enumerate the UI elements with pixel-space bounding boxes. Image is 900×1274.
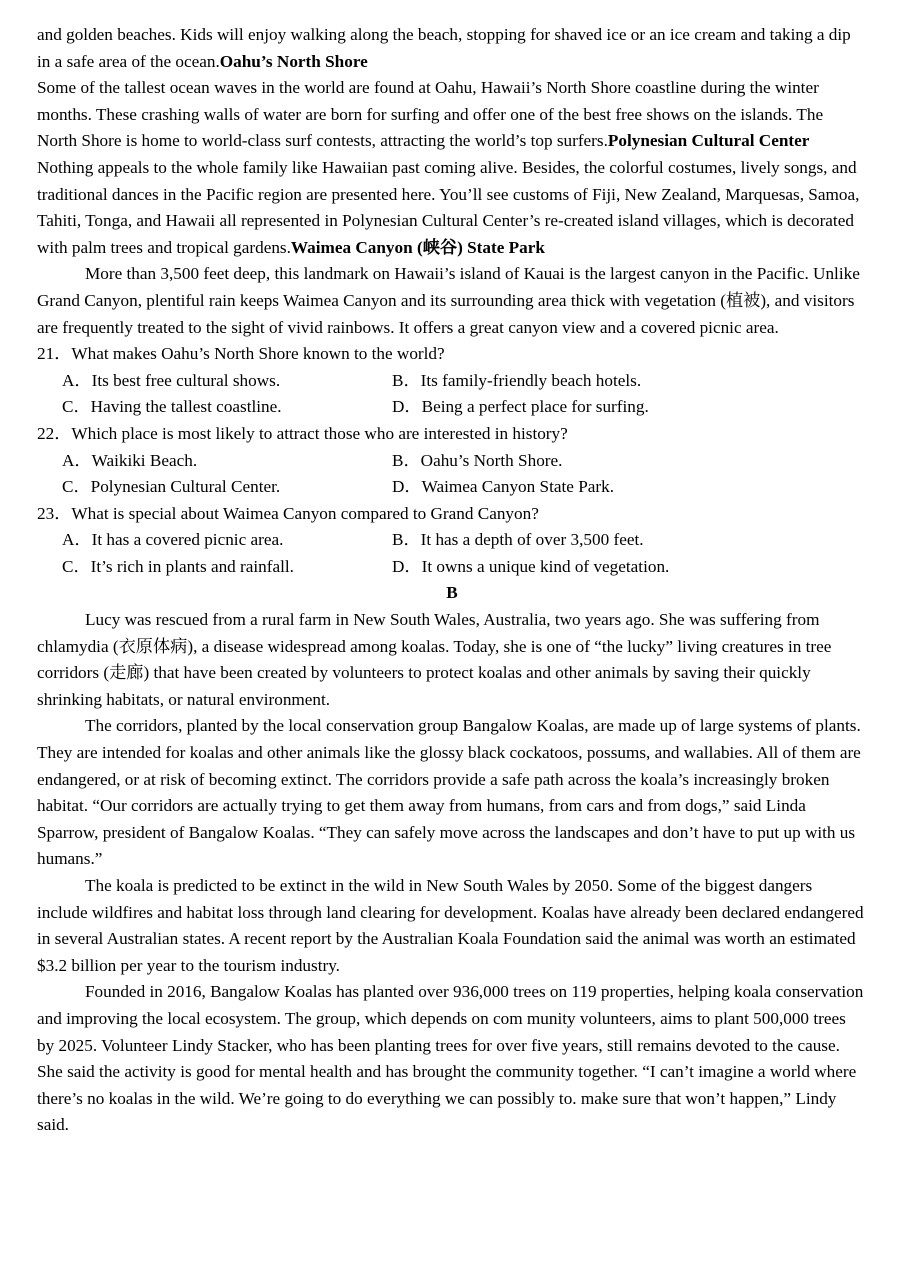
question-stem: 23．What is special about Waimea Canyon compared to Grand Canyon? <box>37 503 539 523</box>
passage-b-paragraph-2: The corridors, planted by the local conservation group Bangalow Koalas, are made up of large systems of plants. They are intended for koalas and other animals like the glossy black cockatoos, possums, and wallabies. All of them are endangered, or at risk of becoming extinct. The corridors provide a safe path across the koala’s increasingly broken habitat. “Our corridors are actually trying to get them away from humans, from cars and from dogs,” said Linda Sparrow, president of Bangalow Koalas. “They can safely move across the landscapes and don’t have to put up with us humans.” <box>37 716 861 869</box>
option-b: B．Oahu’s North Shore. <box>392 450 563 470</box>
question-22 <box>37 421 867 501</box>
section-b-heading: B <box>446 583 458 603</box>
option-d: D．Waimea Canyon State Park. <box>392 477 615 497</box>
passage-a-paragraph-1 <box>37 22 867 75</box>
option-b: B．It has a depth of over 3,500 feet. <box>392 530 644 550</box>
heading-polynesian-cultural-center: Polynesian Cultural Center <box>607 131 810 151</box>
option-a: A．Waikiki Beach. <box>62 450 198 470</box>
passage-b-paragraph-3: The koala is predicted to be extinct in the wild in New South Wales by 2050. Some of the biggest dangers include wildfires and habitat loss through land clearing for development. Koalas have already been declared endangered in several Australian states. A recent report by the Australian Koala Foundation said the animal was worth an estimated $3.2 billion per year to the tourism industry. <box>37 876 864 975</box>
option-c: C．Polynesian Cultural Center. <box>62 477 281 497</box>
paragraph-text: Some of the tallest ocean waves in the world are found at Oahu, Hawaii’s North Shore coastline during the winter months. These crashing walls of water are born for surfing and offer one of the best free shows on the islands. The North Shore is home to world-class surf contests, attracting the world’s top surfers. <box>37 78 824 151</box>
option-d: D．It owns a unique kind of vegetation. <box>392 556 670 576</box>
option-d: D．Being a perfect place for surfing. <box>392 397 649 417</box>
passage-a-paragraph-2 <box>37 75 867 155</box>
paragraph-text: Nothing appeals to the whole family like Hawaiian past coming alive. Besides, the colorful costumes, lively songs, and traditional dances in the Pacific region are presented here. You’ll see customs of Fiji, New Zealand, Marquesas, Samoa, Tahiti, Tonga, and Hawaii all represented in Polynesian Cultural Center’s re-created island villages, which is decorated with palm trees and tropical gardens. <box>37 157 860 257</box>
exam-page <box>37 22 867 1139</box>
passage-a-paragraph-3 <box>37 155 867 261</box>
question-options <box>62 448 867 501</box>
question-23 <box>37 501 867 581</box>
option-a: A．Its best free cultural shows. <box>62 370 281 390</box>
option-b: B．Its family-friendly beach hotels. <box>392 370 642 390</box>
paragraph-text: and golden beaches. Kids will enjoy walking along the beach, stopping for shaved ice or an ice cream and taking a dip in a safe area of the ocean. <box>37 25 851 71</box>
option-c: C．It’s rich in plants and rainfall. <box>62 556 294 576</box>
passage-a-paragraph-4: More than 3,500 feet deep, this landmark on Hawaii’s island of Kauai is the largest canyon in the Pacific. Unlike Grand Canyon, plentiful rain keeps Waimea Canyon and its surrounding area thick with vegetation (植被), and visitors are frequently treated to the sight of vivid rainbows. It offers a great canyon view and a covered picnic area. <box>37 264 860 337</box>
question-stem: 21．What makes Oahu’s North Shore known to the world? <box>37 344 445 364</box>
passage-b-paragraph-1: Lucy was rescued from a rural farm in New South Wales, Australia, two years ago. She was suffering from chlamydia (衣原体病), a disease widespread among koalas. Today, she is one of “the lucky” living creatures in tree corridors (走廊) that have been created by volunteers to protect koalas and other animals by saving their quickly shrinking habitats, or natural environment. <box>37 610 832 709</box>
heading-oahu-north-shore: Oahu’s North Shore <box>219 51 368 71</box>
question-stem: 22．Which place is most likely to attract those who are interested in history? <box>37 423 568 443</box>
heading-waimea-canyon: Waimea Canyon (峡谷) State Park <box>290 237 545 257</box>
question-21 <box>37 341 867 421</box>
option-c: C．Having the tallest coastline. <box>62 397 282 417</box>
question-options <box>62 368 867 421</box>
option-a: A．It has a covered picnic area. <box>62 530 284 550</box>
question-options <box>62 527 867 580</box>
passage-b-paragraph-4: Founded in 2016, Bangalow Koalas has planted over 936,000 trees on 119 properties, helping koala conservation and improving the local ecosystem. The group, which depends on com munity volunteers, aims to plant 500,000 trees by 2025. Volunteer Lindy Stacker, who has been planting trees for over five years, still remains devoted to the cause. She said the activity is good for mental health and has brought the community together. “I can’t imagine a world where there’s no koalas in the wild. We’re going to do everything we can possibly to. make sure that won’t happen,” Lindy said. <box>37 982 864 1135</box>
